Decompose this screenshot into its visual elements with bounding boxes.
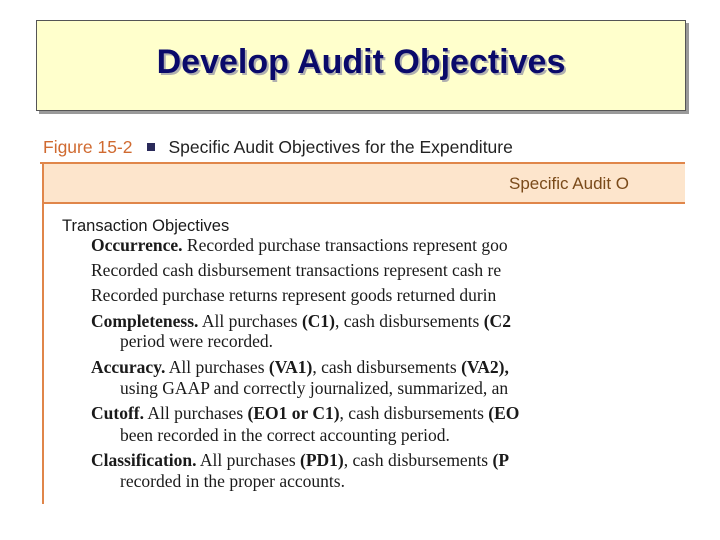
objective-line: Completeness. All purchases (C1), cash disbursements (C2	[91, 311, 511, 331]
figure-caption	[43, 137, 513, 158]
figure-number: Figure 15-2	[43, 137, 133, 157]
slide-title: Develop Audit Objectives	[156, 43, 566, 81]
column-header-rule	[44, 202, 685, 204]
objective-line: Accuracy. All purchases (VA1), cash disbursements (VA2),	[91, 357, 509, 377]
figure-image	[40, 132, 685, 504]
slide-title-box	[36, 20, 686, 111]
column-header-band	[44, 164, 685, 202]
objective-line: been recorded in the correct accounting period.	[120, 425, 450, 445]
objective-line: Classification. All purchases (PD1), cash disbursements (P	[91, 450, 510, 470]
objective-line: recorded in the proper accounts.	[120, 471, 345, 491]
objective-line: Recorded purchase returns represent goods returned durin	[91, 285, 497, 305]
objective-line: Recorded cash disbursement transactions represent cash re	[91, 260, 502, 280]
figure-caption-text: Specific Audit Objectives for the Expenditure	[168, 137, 513, 157]
section-title: Transaction Objectives	[62, 217, 230, 235]
objective-line: Occurrence. Recorded purchase transactions represent goo	[91, 235, 508, 255]
figure-left-rule	[42, 162, 44, 504]
column-header-text: Specific Audit O	[509, 174, 630, 193]
objective-line: using GAAP and correctly journalized, summarized, an	[120, 378, 509, 398]
objective-line: period were recorded.	[120, 331, 274, 351]
square-bullet-icon	[147, 143, 155, 151]
objective-line: Cutoff. All purchases (EO1 or C1), cash disbursements (EO	[91, 403, 520, 423]
